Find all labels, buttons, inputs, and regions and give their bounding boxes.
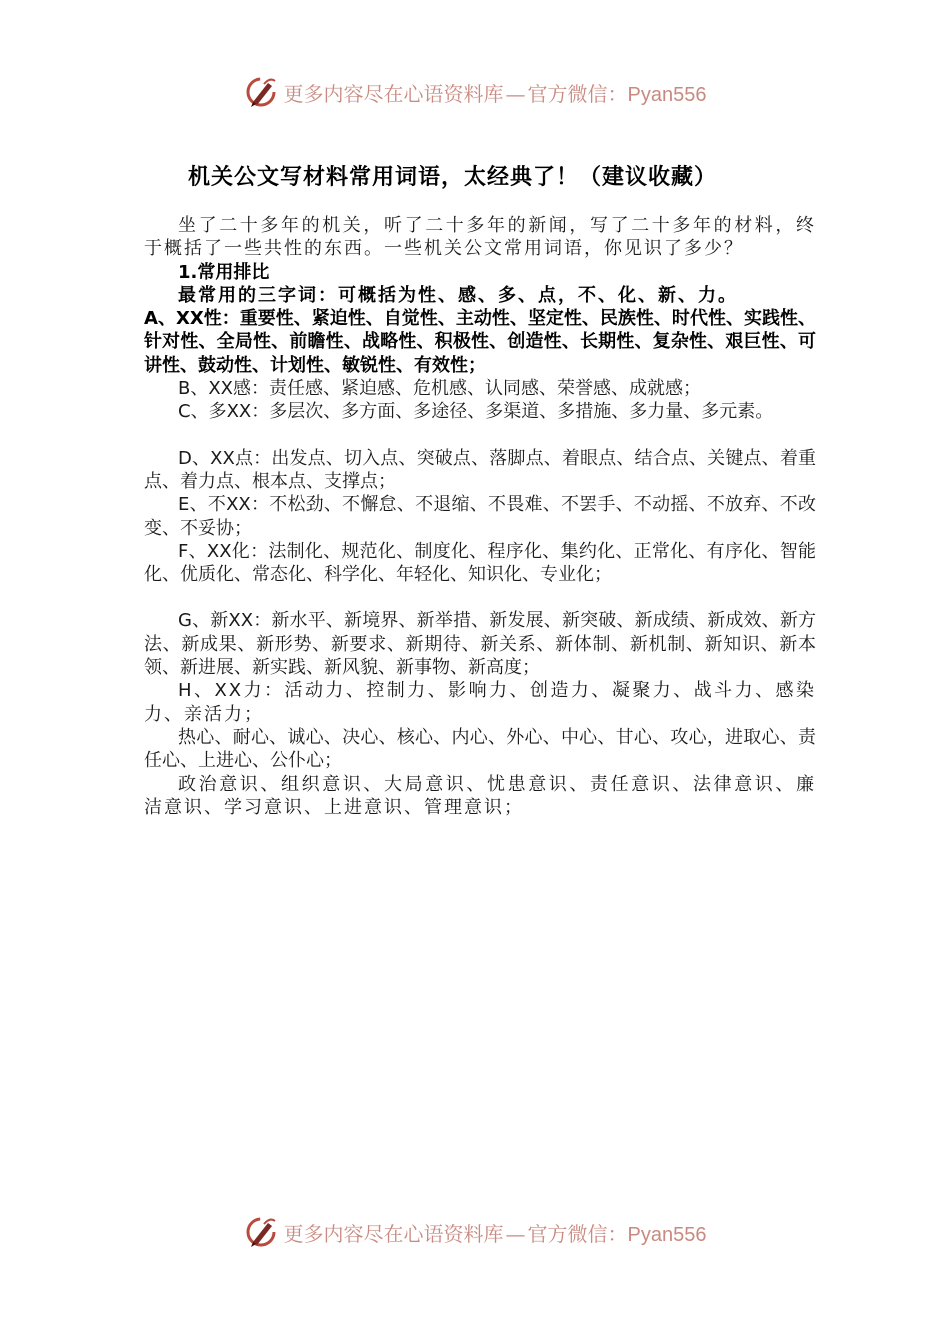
intro-paragraph: 坐了二十多年的机关，听了二十多年的新闻，写了二十多年的材料，终于概括了一些共性的东西。一些机关公文常用词语，你见识了多少？ [144,215,816,260]
section-heading: 1.常用排比 [178,261,270,283]
watermark-text [284,1218,707,1247]
item-e-paragraph: E、不XX：不松劲、不懈怠、不退缩、不畏难、不罢手、不动摇、不放弃、不改变、不妥协； [144,494,816,539]
item-xin-paragraph: 热心、耐心、诚心、决心、核心、内心、外心、中心、甘心、攻心，进取心、责任心、上进心、公仆心； [144,726,816,772]
header-watermark-banner [0,72,950,112]
item-f-paragraph: F、XX化：法制化、规范化、制度化、程序化、集约化、正常化、有序化、智能化、优质化、常态化、科学化、年轻化、知识化、专业化； [144,540,816,586]
watermark-wechat-id: Pyan556 [627,83,707,106]
item-yishi-paragraph: 政治意识、组织意识、大局意识、忧患意识、责任意识、法律意识、廉洁意识、学习意识、上进意识、管理意识； [144,773,816,818]
watermark-wechat-id: Pyan556 [627,1223,707,1246]
document-title: 机关公文写材料常用词语，太经典了！（建议收藏） [187,165,717,190]
footer-watermark-banner [0,1212,950,1252]
watermark-slogan: 更多内容尽在心语资料库 [283,1221,504,1246]
item-g-paragraph: G、新XX：新水平、新境界、新举措、新发展、新突破、新成绩、新成效、新方法、新成果、新形势、新要求、新期待、新关系、新体制、新机制、新知识、新本领、新进展、新实践、新风貌、新事物、新高度； [144,610,816,679]
document-body [144,214,816,819]
item-d-paragraph: D、XX点：出发点、切入点、突破点、落脚点、着眼点、结合点、关键点、着重点、着力点、根本点、支撑点； [144,447,816,492]
item-a-paragraph: A、XX性：重要性、紧迫性、自觉性、主动性、坚定性、民族性、时代性、实践性、针对性、全局性、前瞻性、战略性、积极性、创造性、长期性、复杂性、艰巨性、可讲性、鼓动性、计划性、敏锐性、有效性； [144,308,816,376]
pen-logo-icon [244,75,278,109]
item-h-paragraph: H、XX力：活动力、控制力、影响力、创造力、凝聚力、战斗力、感染力、亲活力； [144,680,816,725]
pen-logo-icon [244,1215,278,1249]
watermark-wechat-label: 官方微信： [527,1221,628,1246]
watermark-slogan: 更多内容尽在心语资料库 [283,81,504,106]
watermark-wechat-label: 官方微信： [527,81,628,106]
lead-bold-paragraph: 最常用的三字词：可概括为性、感、多、点，不、化、新、力。 [178,284,738,306]
spacer [144,586,816,609]
item-b-paragraph: B、XX感：责任感、紧迫感、危机感、认同感、荣誉感、成就感； [178,378,702,400]
watermark-separator: — [505,1221,526,1246]
watermark-separator: — [505,81,526,106]
watermark-text [284,78,707,107]
item-c-paragraph: C、多XX：多层次、多方面、多途径、多渠道、多措施、多力量、多元素。 [178,401,774,423]
spacer [144,424,816,447]
